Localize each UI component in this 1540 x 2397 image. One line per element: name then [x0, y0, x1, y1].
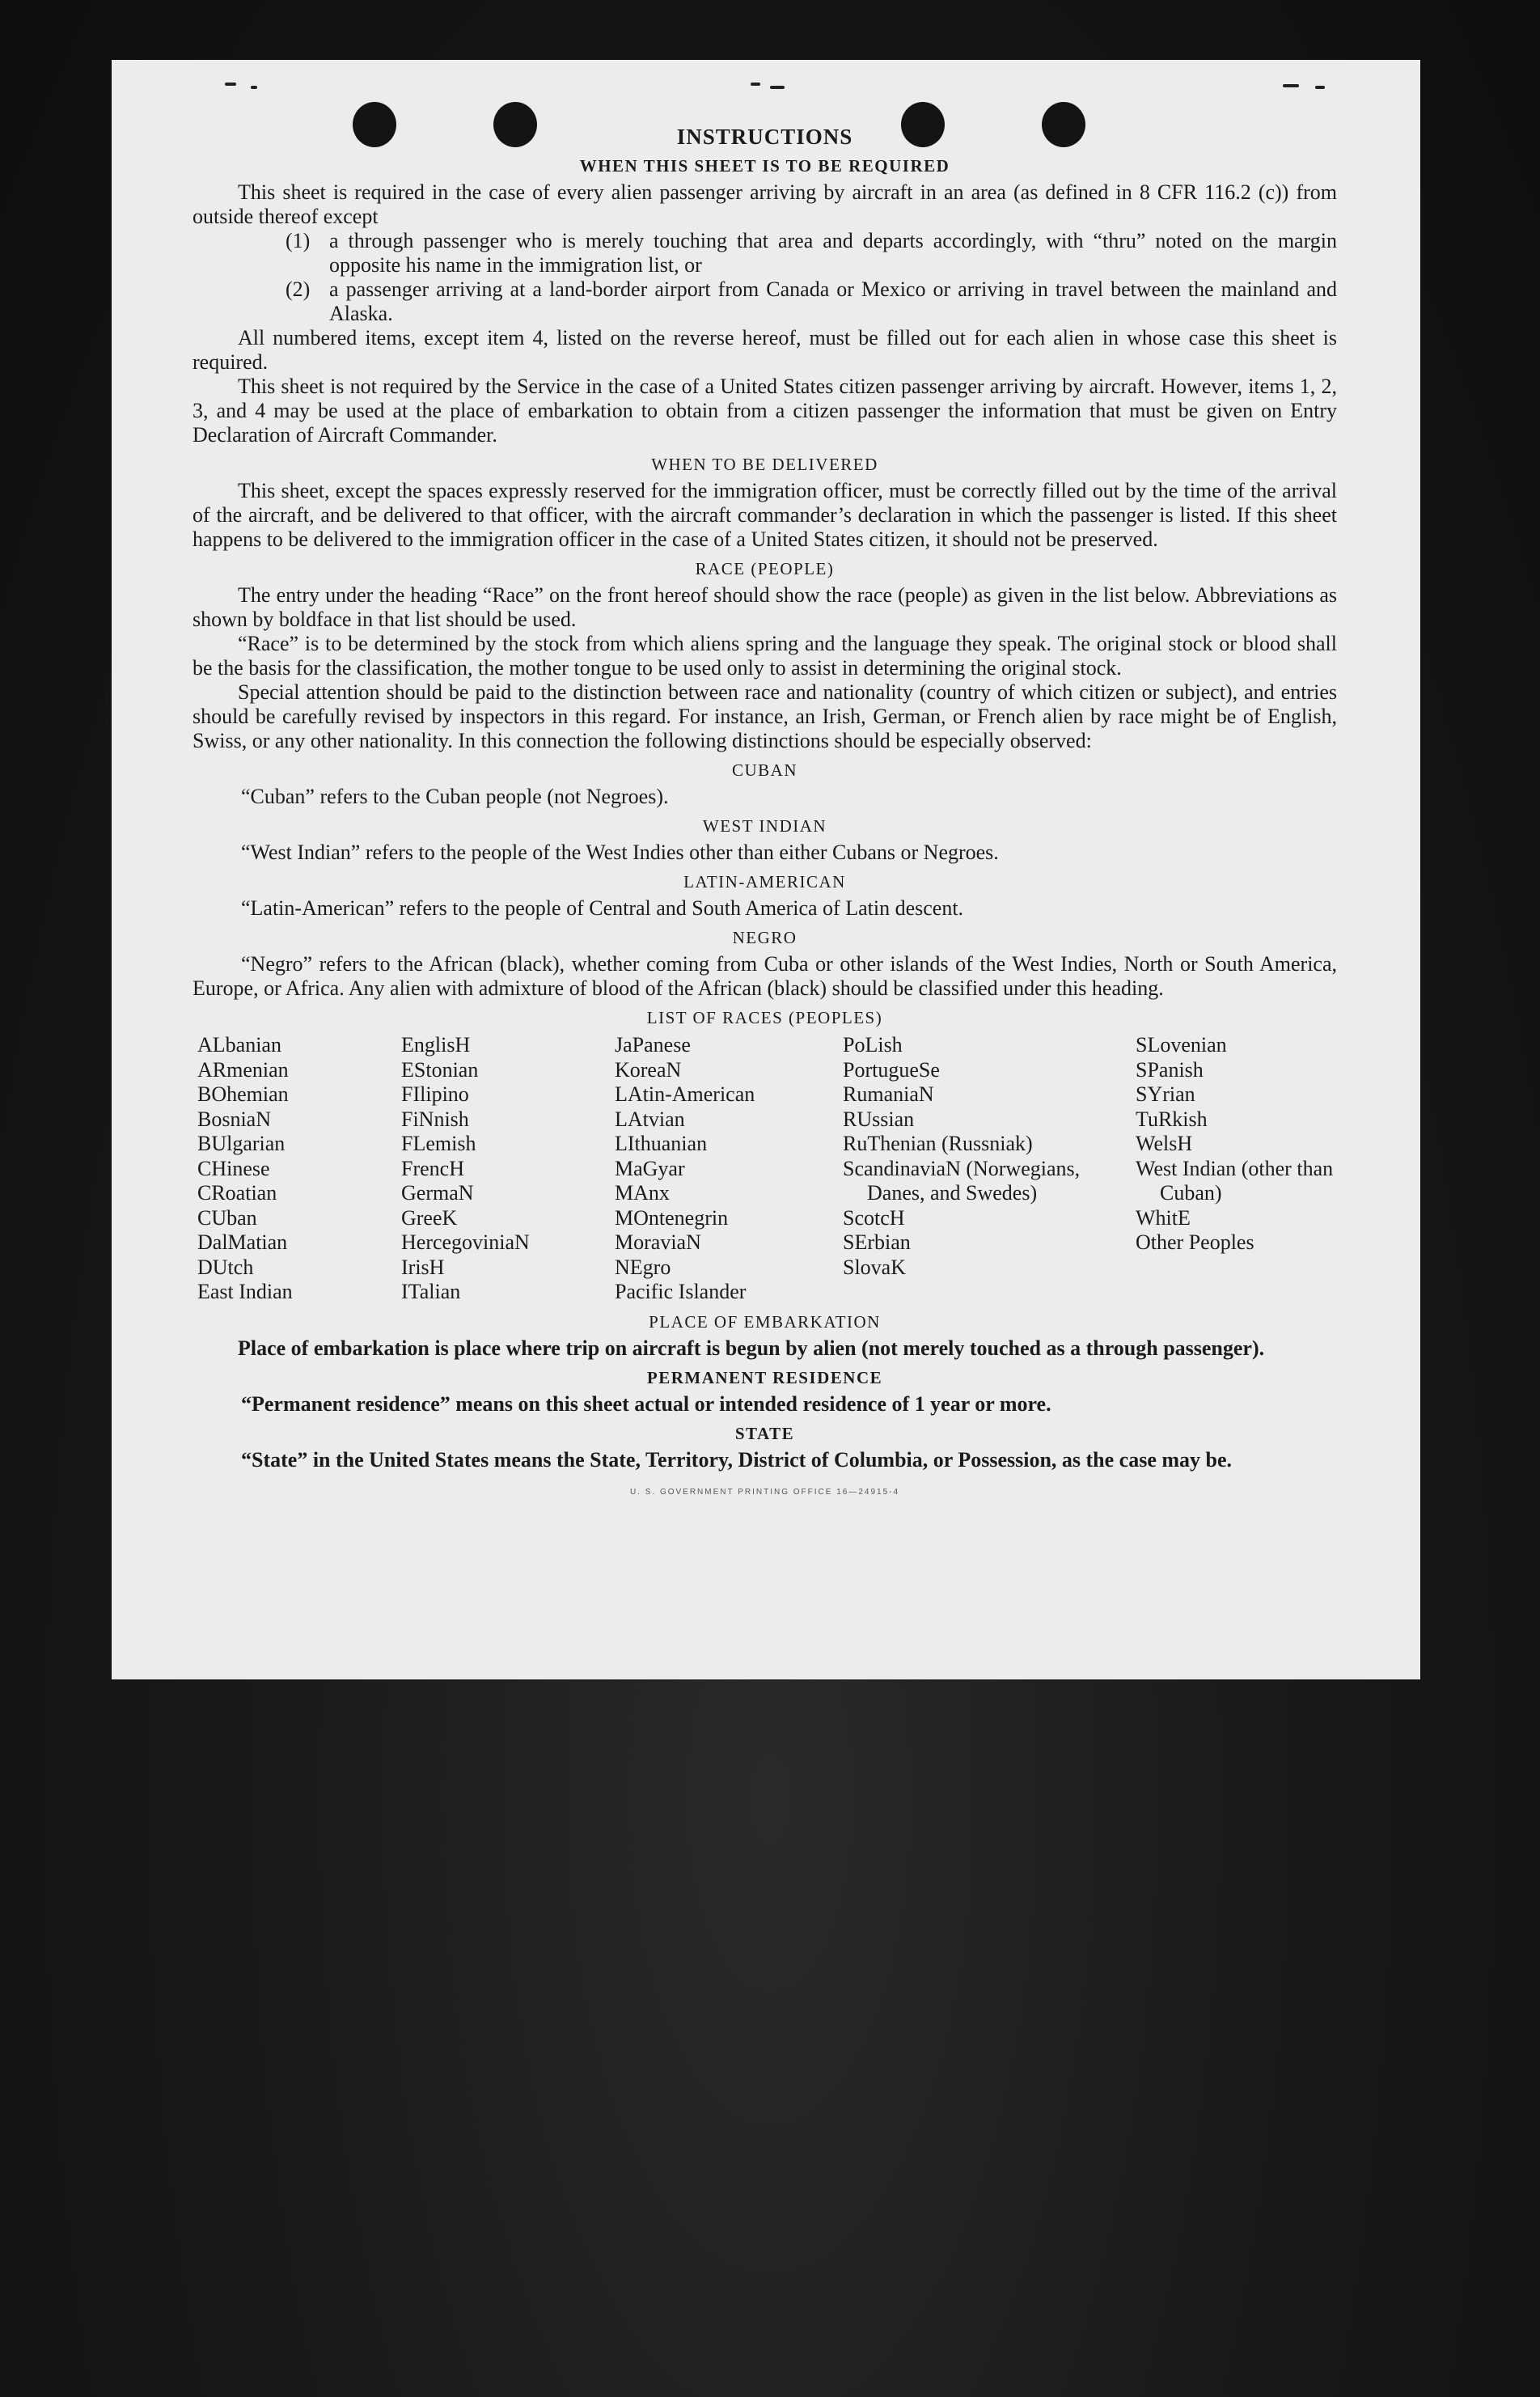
- races-list: [197, 1033, 1337, 1305]
- paragraph-race-2: “Race” is to be determined by the stock from which aliens spring and the language they speak. The original stock or blood shall be the basis for the classification, the mother tongue to be used only to assist in determining the original stock.: [192, 632, 1337, 680]
- scan-specks: [112, 78, 1420, 102]
- paragraph-numbered-items: All numbered items, except item 4, listed on the reverse hereof, must be filled out for each alien in whose case this sheet is required.: [192, 326, 1337, 374]
- races-column: [401, 1033, 615, 1305]
- race-entry: MOntenegrin: [615, 1205, 729, 1230]
- race-entry: East Indian: [197, 1280, 293, 1303]
- race-entry: HercegoviniaN: [401, 1230, 530, 1254]
- race-entry: KoreaN: [615, 1057, 682, 1082]
- race-entry: LIthuanian: [615, 1132, 708, 1155]
- races-column: [843, 1033, 1136, 1305]
- race-entry: CHinese: [197, 1156, 270, 1180]
- paragraph-latin-american: “Latin-American” refers to the people of Central and South America of Latin descent.: [241, 896, 964, 920]
- paragraph-residence: “Permanent residence” means on this sheet actual or intended residence of 1 year or more.: [241, 1391, 1051, 1416]
- race-entry: IrisH: [401, 1255, 445, 1279]
- race-entry: CUban: [197, 1205, 257, 1230]
- races-column: [197, 1033, 401, 1305]
- race-entry: FrencH: [401, 1156, 464, 1180]
- race-entry: PoLish: [843, 1033, 903, 1057]
- race-entry: ARmenian: [197, 1057, 289, 1082]
- race-entry: ScotcH: [843, 1205, 905, 1230]
- race-entry: SLovenian: [1136, 1033, 1227, 1057]
- heading-latin-american: LATIN-AMERICAN: [683, 872, 846, 891]
- race-entry: FIlipino: [401, 1082, 469, 1106]
- exception-item-number: (1): [286, 229, 311, 252]
- race-entry: RumaniaN: [843, 1082, 934, 1106]
- race-entry: SYrian: [1136, 1082, 1195, 1106]
- race-entry: EStonian: [401, 1057, 479, 1082]
- race-entry: ITalian: [401, 1280, 461, 1303]
- race-entry: WhitE: [1136, 1205, 1191, 1230]
- exception-item-number: (2): [286, 277, 311, 301]
- races-column: [1136, 1033, 1342, 1305]
- race-entry: Other Peoples: [1136, 1230, 1254, 1254]
- paragraph-when-required-intro: This sheet is required in the case of every alien passenger arriving by aircraft in an area (as defined in 8 CFR 116.2 (c)) from outside thereof except: [192, 180, 1337, 228]
- race-entry: SPanish: [1136, 1057, 1204, 1082]
- heading-state: STATE: [734, 1423, 795, 1443]
- heading-embarkation: PLACE OF EMBARKATION: [649, 1311, 881, 1332]
- race-entry: LAtvian: [615, 1107, 685, 1131]
- race-entry: CRoatian: [197, 1181, 277, 1205]
- exception-item-text: a through passenger who is merely touching that area and departs accordingly, with “thru” noted on the margin opposite his name in the immigration list, or: [329, 229, 1337, 277]
- heading-race: RACE (PEOPLE): [695, 559, 835, 578]
- race-entry: MoraviaN: [615, 1230, 701, 1254]
- paragraph-when-delivered: This sheet, except the spaces expressly reserved for the immigration officer, must be correctly filled out by the time of the arrival of the aircraft, and be delivered to that officer, with the aircraft commander’s declaration in which the passenger is listed. If this sheet happens to be delivered to the immigration officer in the case of a United States citizen, it should not be preserved.: [192, 479, 1337, 551]
- race-entry: PortugueSe: [843, 1057, 940, 1082]
- heading-residence: PERMANENT RESIDENCE: [646, 1367, 883, 1387]
- race-entry: SErbian: [843, 1230, 911, 1254]
- race-entry: TuRkish: [1136, 1107, 1208, 1131]
- race-entry: LAtin-American: [615, 1082, 755, 1106]
- race-entry: GermaN: [401, 1181, 474, 1205]
- race-entry: WelsH: [1136, 1132, 1193, 1155]
- exception-item-2: [286, 277, 1337, 326]
- document-content: [192, 125, 1337, 1505]
- heading-when-delivered: WHEN TO BE DELIVERED: [651, 455, 878, 474]
- race-entry: DalMatian: [197, 1230, 288, 1254]
- race-entry: JaPanese: [615, 1033, 691, 1057]
- paragraph-citizen-passenger: This sheet is not required by the Service in the case of a United States citizen passenger arriving by aircraft. However, items 1, 2, 3, and 4 may be used at the place of embarkation to obtain from a citizen passenger the information that must be given on Entry Declaration of Aircraft Commander.: [192, 375, 1337, 447]
- race-entry: BUlgarian: [197, 1132, 286, 1155]
- race-entry: FLemish: [401, 1132, 476, 1155]
- document-title: INSTRUCTIONS: [676, 125, 853, 149]
- paragraph-cuban: “Cuban” refers to the Cuban people (not Negroes).: [241, 785, 669, 808]
- exception-item-1: [286, 229, 1337, 277]
- race-entry: BOhemian: [197, 1082, 289, 1106]
- race-entry: West Indian (other than Cuban): [1136, 1156, 1334, 1205]
- race-entry: SlovaK: [843, 1255, 906, 1279]
- exception-item-text: a passenger arriving at a land-border airport from Canada or Mexico or arriving in travel between the mainland and Alaska.: [329, 277, 1337, 325]
- race-entry: Pacific Islander: [615, 1280, 747, 1303]
- heading-races-list: LIST OF RACES (PEOPLES): [646, 1008, 883, 1027]
- paragraph-race-1: The entry under the heading “Race” on the front hereof should show the race (people) as given in the list below. Abbreviations as shown by boldface in that list should be used.: [192, 583, 1337, 631]
- paragraph-west-indian: “West Indian” refers to the people of the West Indies other than either Cubans or Negroes.: [241, 841, 999, 864]
- race-entry: DUtch: [197, 1255, 254, 1279]
- race-entry: FiNnish: [401, 1107, 469, 1131]
- heading-when-required: WHEN THIS SHEET IS TO BE REQUIRED: [579, 156, 950, 176]
- race-entry: BosniaN: [197, 1107, 271, 1131]
- paragraph-race-3: Special attention should be paid to the distinction between race and nationality (country of which citizen or subject), and entries should be carefully revised by inspectors in this regard. For instance, an Irish, German, or French alien by race might be of English, Swiss, or any other nationality. In this connection the following distinctions should be especially observed:: [192, 680, 1337, 752]
- document-sheet: [112, 60, 1420, 1679]
- paragraph-negro: “Negro” refers to the African (black), whether coming from Cuba or other islands of the West Indies, North or South America, Europe, or Africa. Any alien with admixture of blood of the African (black) should be classified under this heading.: [192, 952, 1337, 1000]
- race-entry: MAnx: [615, 1181, 670, 1205]
- race-entry: GreeK: [401, 1205, 458, 1230]
- printing-office-footer: U. S. GOVERNMENT PRINTING OFFICE 16—24915-4: [629, 1487, 900, 1497]
- race-entry: MaGyar: [615, 1156, 685, 1180]
- race-entry: RuThenian (Russniak): [843, 1132, 1033, 1155]
- races-column: [615, 1033, 843, 1305]
- race-entry: ScandinaviaN (Norwegians, Danes, and Swedes): [843, 1156, 1081, 1205]
- race-entry: ALbanian: [197, 1033, 281, 1057]
- race-entry: EnglisH: [401, 1033, 471, 1057]
- paragraph-state: “State” in the United States means the State, Territory, District of Columbia, or Possession, as the case may be.: [241, 1447, 1233, 1472]
- paragraph-embarkation: Place of embarkation is place where trip on aircraft is begun by alien (not merely touched as a through passenger).: [238, 1336, 1265, 1360]
- race-entry: NEgro: [615, 1255, 671, 1279]
- heading-west-indian: WEST INDIAN: [702, 816, 827, 836]
- heading-cuban: CUBAN: [731, 760, 798, 780]
- race-entry: RUssian: [843, 1107, 915, 1131]
- heading-negro: NEGRO: [732, 928, 798, 947]
